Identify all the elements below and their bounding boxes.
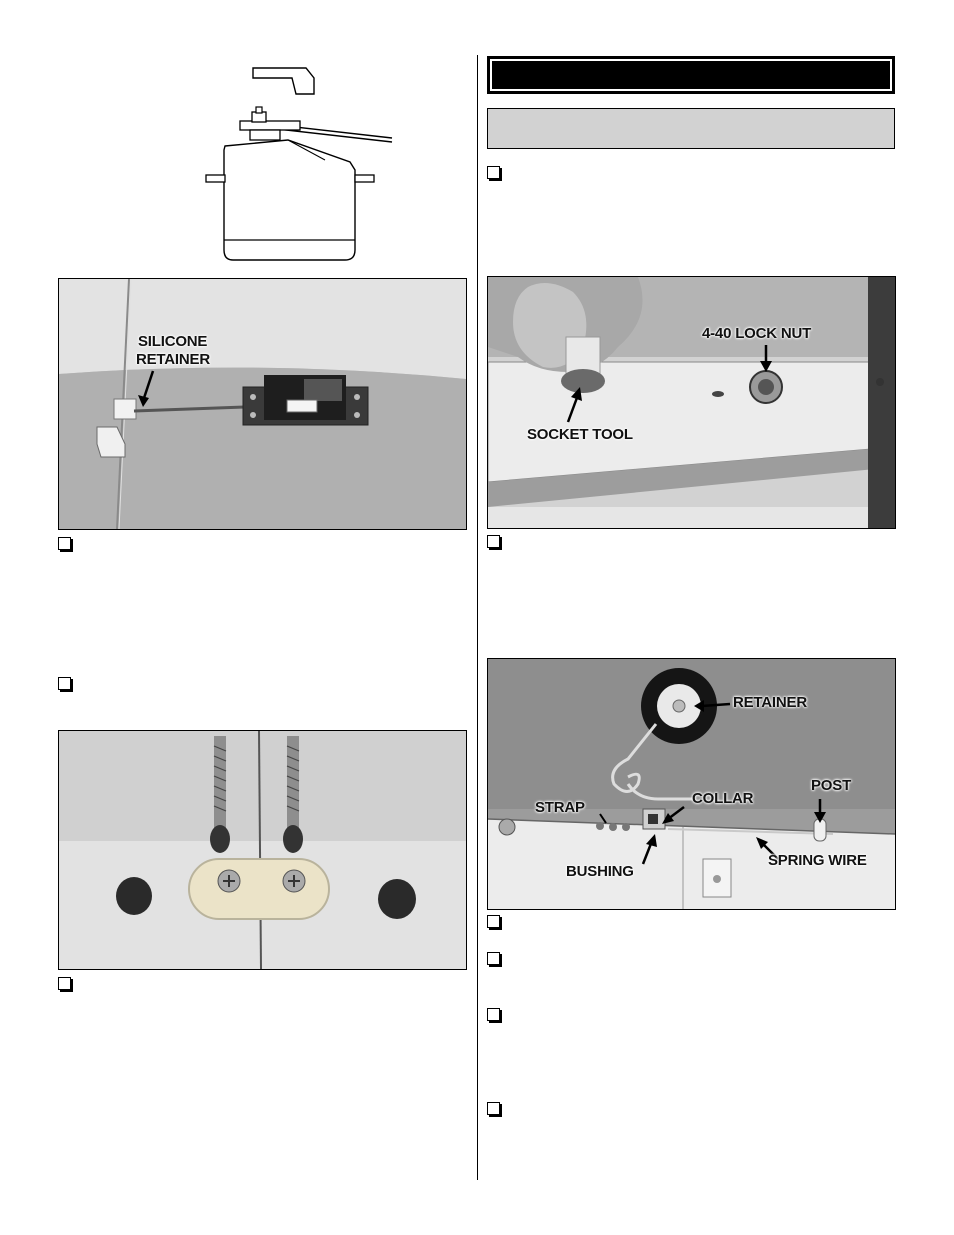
label-retainer: RETAINER [733,694,807,711]
step-checkbox[interactable] [487,1102,500,1115]
section-header-bar [487,56,895,94]
lock-nut-arrows [488,277,895,528]
label-post: POST [811,777,852,794]
servo-pushrod-photo [58,278,467,530]
label-silicone-retainer-line1: SILICONE [138,333,208,350]
step-checkbox[interactable] [58,677,71,690]
servo-arm-diagram [200,60,400,265]
label-silicone-retainer-line2: RETAINER [136,351,210,368]
label-bushing: BUSHING [566,863,634,880]
wing-bolts-photo [58,730,467,970]
step-checkbox[interactable] [487,1008,500,1021]
step-checkbox[interactable] [487,952,500,965]
subsection-header-bar [487,108,895,149]
label-lock-nut: 4-40 LOCK NUT [702,325,812,342]
label-collar: COLLAR [692,790,754,807]
step-checkbox[interactable] [487,166,500,179]
label-socket-tool: SOCKET TOOL [527,426,633,443]
step-checkbox[interactable] [487,915,500,928]
label-strap: STRAP [535,799,585,816]
retainer-arrow [59,279,466,529]
lock-nut-photo [487,276,896,529]
label-spring-wire: SPRING WIRE [768,852,867,869]
column-divider [477,55,478,1180]
step-checkbox[interactable] [58,537,71,550]
step-checkbox[interactable] [58,977,71,990]
step-checkbox[interactable] [487,535,500,548]
